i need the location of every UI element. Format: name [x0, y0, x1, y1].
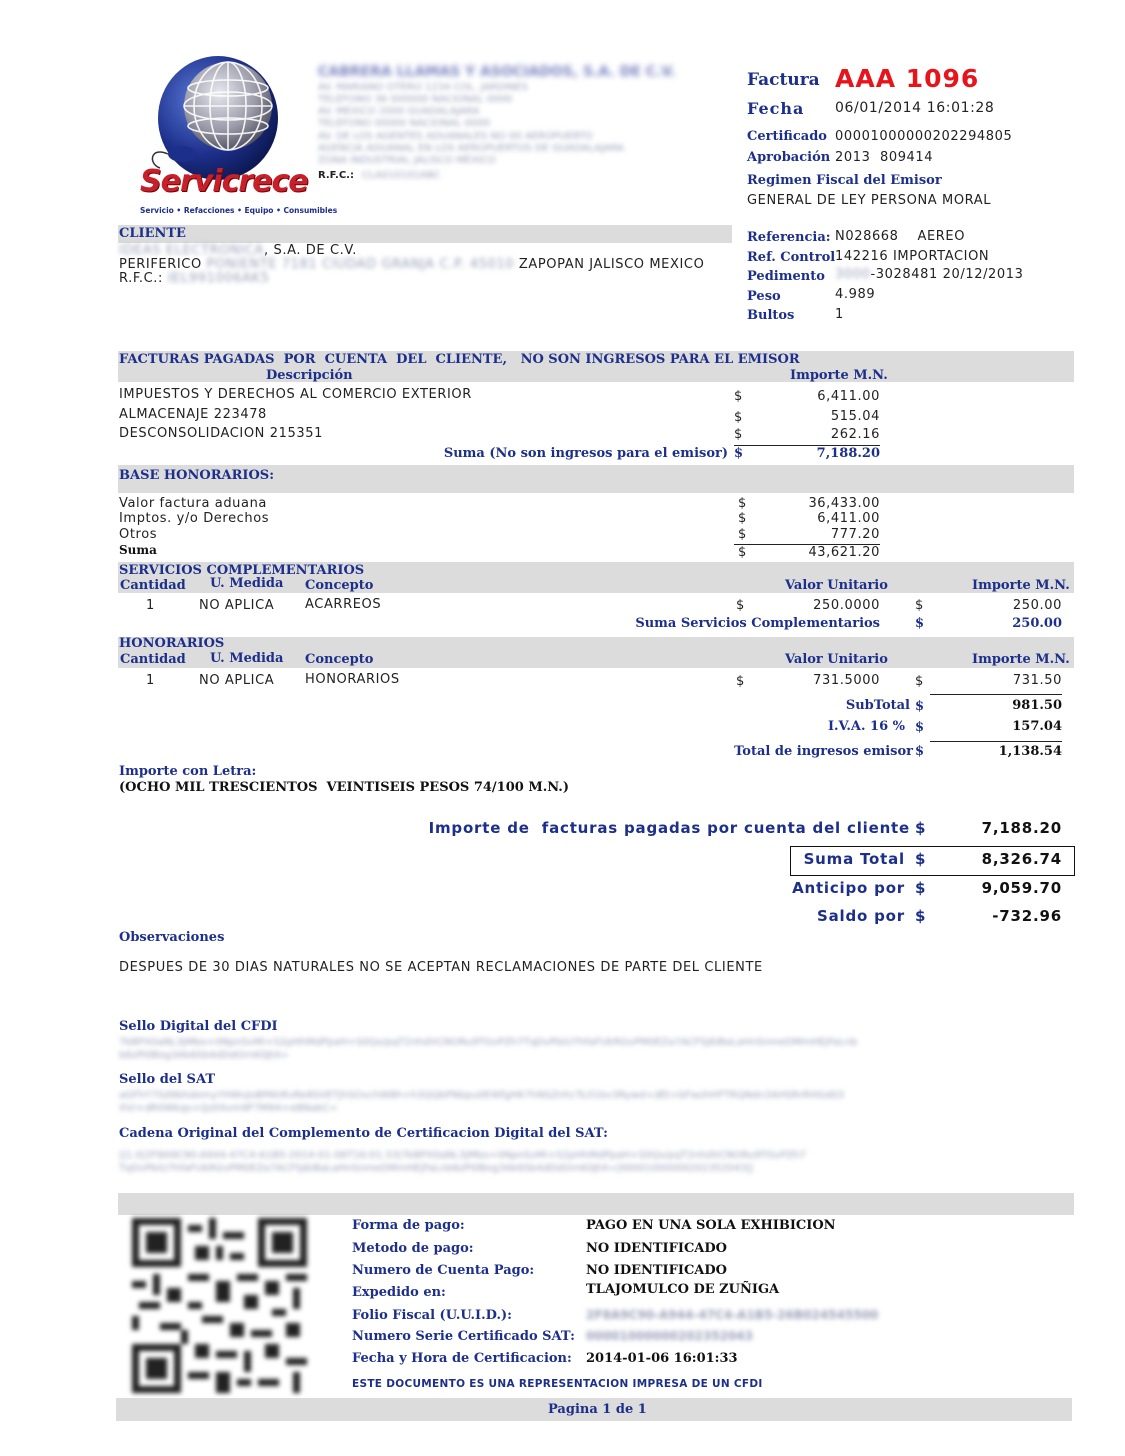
suma-total-value: 8,326.74 — [981, 850, 1062, 868]
servicios-col-cantidad: Cantidad — [120, 578, 186, 593]
saldo-value: -732.96 — [992, 907, 1062, 925]
honorarios-row-umedida: NO APLICA — [199, 673, 275, 688]
subtotal-value: 981.50 — [1012, 698, 1062, 713]
honorarios-col-importe: Importe M.N. — [972, 652, 1070, 667]
servicios-row-cantidad: 1 — [146, 598, 155, 613]
company-address-7: ZONA INDUSTRIAL JALISCO MEXICO — [318, 155, 496, 166]
serie-cert-label: Numero Serie Certificado SAT: — [352, 1329, 575, 1344]
factura-number: AAA 1096 — [835, 64, 980, 93]
fecha-cert-value: 2014-01-06 16:01:33 — [586, 1351, 738, 1366]
cuenta-pago-value: NO IDENTIFICADO — [586, 1263, 727, 1278]
base-title: BASE HONORARIOS: — [119, 468, 274, 483]
qr-code — [132, 1218, 307, 1393]
certificado-label: Certificado — [747, 129, 827, 144]
client-rfc-value: IEL991006AK5 — [167, 271, 270, 286]
honorarios-row-currency-1: $ — [736, 674, 745, 689]
refcontrol-label: Ref. Control — [747, 250, 836, 265]
base-row-3-currency: $ — [738, 527, 747, 542]
honorarios-col-valor: Valor Unitario — [785, 652, 888, 667]
peso-label: Peso — [747, 289, 781, 304]
qr-code-icon — [132, 1218, 307, 1393]
client-rfc-label: R.F.C.: — [119, 271, 164, 286]
facturas-row-1-currency: $ — [734, 389, 743, 404]
honorarios-col-concepto: Concepto — [305, 652, 374, 667]
total-ingresos-currency: $ — [915, 744, 925, 759]
client-address-prefix: PERIFERICO — [119, 257, 202, 272]
sello-cfdi-label: Sello Digital del CFDI — [119, 1019, 278, 1034]
base-sum-currency: $ — [738, 545, 747, 560]
importe-facturas-currency: $ — [915, 819, 926, 837]
client-address-blur: PONIENTE 7181 CIUDAD GRANJA C.P. 45010 — [206, 257, 515, 272]
facturas-col-desc: Descripción — [266, 368, 353, 383]
honorarios-title: HONORARIOS — [119, 636, 225, 651]
facturas-row-2-amount: 515.04 — [830, 409, 880, 424]
suma-total-label: Suma Total — [803, 850, 905, 868]
logo-tagline: Servicio • Refacciones • Equipo • Consumibles — [140, 206, 338, 215]
anticipo-currency: $ — [915, 879, 926, 897]
folio-fiscal-value: 2F8A9C90-A944-47C4-A1B5-26B024545500 — [586, 1308, 879, 1322]
fecha-value: 06/01/2014 16:01:28 — [835, 100, 995, 116]
saldo-currency: $ — [915, 907, 926, 925]
honorarios-col-cantidad: Cantidad — [120, 652, 186, 667]
servicios-row-currency-1: $ — [736, 598, 745, 613]
servicios-sum-label: Suma Servicios Complementarios — [635, 616, 880, 631]
base-row-3-label: Otros — [119, 527, 158, 542]
referencia-value: N028668 AEREO — [835, 229, 966, 244]
facturas-title: FACTURAS PAGADAS POR CUENTA DEL CLIENTE, NO SON INGRESOS PARA EL EMISOR — [119, 352, 800, 367]
anticipo-value: 9,059.70 — [981, 879, 1062, 897]
cfdi-note: ESTE DOCUMENTO ES UNA REPRESENTACION IMPRESA DE UN CFDI — [352, 1378, 763, 1390]
company-rfc: CLA010101ABC — [362, 170, 441, 181]
pedimento-label: Pedimento — [747, 269, 825, 284]
servicios-row-concepto: ACARREOS — [305, 597, 382, 612]
company-rfc-label: R.F.C.: — [318, 170, 354, 181]
facturas-row-2-desc: ALMACENAJE 223478 — [119, 407, 267, 422]
iva-currency: $ — [915, 720, 925, 735]
sello-sat-line-2: XV/+dR0Wkqs+Qz0Xvm9F7M94+eBNakC= — [119, 1103, 338, 1114]
fecha-cert-label: Fecha y Hora de Certificacion: — [352, 1351, 572, 1366]
servicios-sum-currency: $ — [915, 616, 925, 631]
page-number: Pagina 1 de 1 — [548, 1402, 647, 1417]
client-name-blur: IDEAS ELECTRONICA — [119, 243, 265, 258]
facturas-sum-label: Suma (No son ingresos para el emisor) — [443, 446, 728, 461]
servicios-col-umedida: U. Medida — [210, 576, 284, 591]
company-address-1: AV. MARIANO OTERO 1234 COL. JARDINES — [318, 82, 528, 93]
company-name: CABRERA LLAMAS Y ASOCIADOS, S.A. DE C.V. — [318, 64, 676, 80]
pedimento-rest: -3028481 20/12/2013 — [870, 267, 1024, 282]
expedido-value: TLAJOMULCO DE ZUÑIGA — [586, 1282, 780, 1297]
facturas-sum-currency: $ — [734, 446, 744, 461]
base-sum-value: 43,621.20 — [808, 545, 880, 560]
base-row-3-amount: 777.20 — [830, 527, 880, 542]
folio-fiscal-label: Folio Fiscal (U.U.I.D.): — [352, 1308, 512, 1323]
company-address-4: TELEFONO 00000 NACIONAL 0000 — [318, 118, 490, 129]
base-sum-label: Suma — [119, 543, 157, 557]
facturas-sum-value: 7,188.20 — [816, 446, 880, 461]
honorarios-row-valor: 731.5000 — [813, 673, 880, 688]
honorarios-row-cantidad: 1 — [146, 673, 155, 688]
client-title: CLIENTE — [119, 226, 186, 241]
serie-cert-value: 00001000000202352043 — [586, 1329, 753, 1343]
sello-sat-line-1: aGFhY7Sd9bhdemyYHWvJoBPAhRvRe8SVETjhSOvchW8h+h3QQbPNbpu0EWfgHK7hNSZnhcTu31bv3Rywd+dEt+bFwzhHFTRQNdn3AHSRrRHGd03 — [119, 1090, 845, 1101]
servicios-sum-value: 250.00 — [1012, 616, 1062, 631]
forma-pago-label: Forma de pago: — [352, 1218, 465, 1233]
facturas-row-3-desc: DESCONSOLIDACION 215351 — [119, 426, 323, 441]
base-row-1-amount: 36,433.00 — [808, 496, 880, 511]
servicios-col-importe: Importe M.N. — [972, 578, 1070, 593]
base-row-2-amount: 6,411.00 — [817, 511, 880, 526]
base-row-1-currency: $ — [738, 496, 747, 511]
company-address-6: AGENCIA ADUANAL EN LOS AEROPUERTOS DE GUADALAJARA — [318, 143, 625, 154]
cadena-label: Cadena Original del Complemento de Certificacion Digital del SAT: — [119, 1126, 608, 1141]
client-name-suffix: , S.A. DE C.V. — [264, 243, 357, 258]
anticipo-label: Anticipo por — [792, 879, 905, 897]
facturas-row-1-desc: IMPUESTOS Y DERECHOS AL COMERCIO EXTERIOR — [119, 387, 472, 402]
company-address-2: TELEFONO 36 000000 NACIONAL 0000 — [318, 94, 513, 105]
importe-facturas-value: 7,188.20 — [981, 819, 1062, 837]
suma-total-currency: $ — [915, 850, 926, 868]
base-row-2-label: Imptos. y/o Derechos — [119, 511, 270, 526]
factura-label: Factura — [747, 70, 820, 90]
facturas-row-3-amount: 262.16 — [830, 427, 880, 442]
logo-text: Servicrece — [140, 164, 308, 199]
honorarios-row-concepto: HONORARIOS — [305, 672, 400, 687]
observaciones-label: Observaciones — [119, 930, 225, 945]
total-ingresos-label: Total de ingresos emisor — [734, 744, 913, 759]
referencia-label: Referencia: — [747, 230, 831, 245]
cuenta-pago-label: Numero de Cuenta Pago: — [352, 1263, 535, 1278]
subtotal-currency: $ — [915, 699, 925, 714]
certificado-value: 00001000000202294805 — [835, 129, 1013, 144]
footer-top-bar — [118, 1193, 1074, 1215]
sello-sat-label: Sello del SAT — [119, 1072, 215, 1087]
honorarios-total-line — [930, 741, 1062, 742]
saldo-label: Saldo por — [817, 907, 905, 925]
client-rfc — [119, 271, 270, 286]
aprobacion-label: Aprobación — [747, 150, 831, 165]
servicios-title: SERVICIOS COMPLEMENTARIOS — [119, 563, 365, 578]
servicios-col-concepto: Concepto — [305, 578, 374, 593]
facturas-row-1-amount: 6,411.00 — [817, 389, 880, 404]
facturas-row-3-currency: $ — [734, 427, 743, 442]
metodo-pago-value: NO IDENTIFICADO — [586, 1241, 727, 1256]
bultos-value: 1 — [835, 307, 844, 322]
client-address — [119, 257, 704, 272]
pedimento-value — [835, 267, 1024, 282]
expedido-label: Expedido en: — [352, 1285, 446, 1300]
letra-label: Importe con Letra: — [119, 764, 257, 779]
servicios-row-umedida: NO APLICA — [199, 598, 275, 613]
cadena-line-1: ||1.0|2F8A9C90-A944-47C4-A1B5-2014-01-06T16:01:33|7kBPX0aNL3jMbo+0NpnSvMi+S2pHhMdPpaH+S0Qx/pqT2nhdVCNORu9TGvPZh7 — [119, 1150, 807, 1161]
honorarios-row-currency-2: $ — [915, 674, 924, 689]
servicios-row-valor: 250.0000 — [813, 598, 880, 613]
honorarios-subtotal-line — [930, 694, 1062, 695]
facturas-col-importe: Importe M.N. — [790, 368, 888, 383]
servicios-col-valor: Valor Unitario — [785, 578, 888, 593]
subtotal-label: SubTotal — [845, 698, 910, 713]
sello-cfdi-line-1: 7kBPX0aNL3jMbo+0NpnSvMi+S2pHhMdPpaH+S0Qx/pqT2nhdVCNORu9TGvPZh7TqDvPbiU7hfaFUkRGvPM0EZa7ACFSj6iBaLaHnSnmeDMmHEjFaLnb — [119, 1037, 858, 1048]
iva-label: I.V.A. 16 % — [827, 719, 905, 734]
refcontrol-value: 142216 IMPORTACION — [835, 249, 990, 264]
company-address-3: AV. MEXICO 2000 GUADALAJARA — [318, 106, 480, 117]
aprobacion-value: 2013 809414 — [835, 150, 934, 165]
base-row-2-currency: $ — [738, 511, 747, 526]
sello-cfdi-line-2: b6zPi0Bog3Ak6Sb4dDdOrnK0Jt4= — [119, 1050, 289, 1061]
total-ingresos-value: 1,138.54 — [998, 744, 1062, 759]
honorarios-row-importe: 731.50 — [1012, 673, 1062, 688]
base-row-1-label: Valor factura aduana — [119, 496, 267, 511]
servicios-row-currency-2: $ — [915, 598, 924, 613]
bultos-label: Bultos — [747, 308, 795, 323]
pedimento-blur: 3000 — [835, 267, 871, 282]
metodo-pago-label: Metodo de pago: — [352, 1241, 474, 1256]
regimen-value: GENERAL DE LEY PERSONA MORAL — [747, 193, 992, 208]
peso-value: 4.989 — [835, 287, 876, 302]
fecha-label: Fecha — [747, 99, 805, 118]
cadena-line-2: TqDvPbiU7hfaFUkRGvPM0EZa7ACFSj6iBaLaHnSnmeDMmHEjFaLnb6zPi0Bog3Ak6Sb4dDdOrnK0Jt4=|00001000000202352043|| — [119, 1163, 754, 1174]
client-name — [119, 243, 357, 258]
client-address-suffix: ZAPOPAN JALISCO MEXICO — [518, 257, 705, 272]
company-address-5: AV. DE LOS AGENTES ADUANALES NO 00 AEROPUERTO — [318, 131, 593, 142]
forma-pago-value: PAGO EN UNA SOLA EXHIBICION — [586, 1218, 836, 1233]
letra-value: (OCHO MIL TRESCIENTOS VEINTISEIS PESOS 74/100 M.N.) — [119, 780, 569, 795]
client-header-bar — [118, 225, 732, 243]
importe-facturas-label: Importe de facturas pagadas por cuenta del cliente — [428, 819, 910, 837]
servicios-row-importe: 250.00 — [1012, 598, 1062, 613]
facturas-row-2-currency: $ — [734, 410, 743, 425]
iva-value: 157.04 — [1012, 719, 1062, 734]
observaciones-text: DESPUES DE 30 DIAS NATURALES NO SE ACEPTAN RECLAMACIONES DE PARTE DEL CLIENTE — [119, 960, 763, 975]
honorarios-col-umedida: U. Medida — [210, 651, 284, 666]
regimen-label: Regimen Fiscal del Emisor — [747, 173, 942, 188]
